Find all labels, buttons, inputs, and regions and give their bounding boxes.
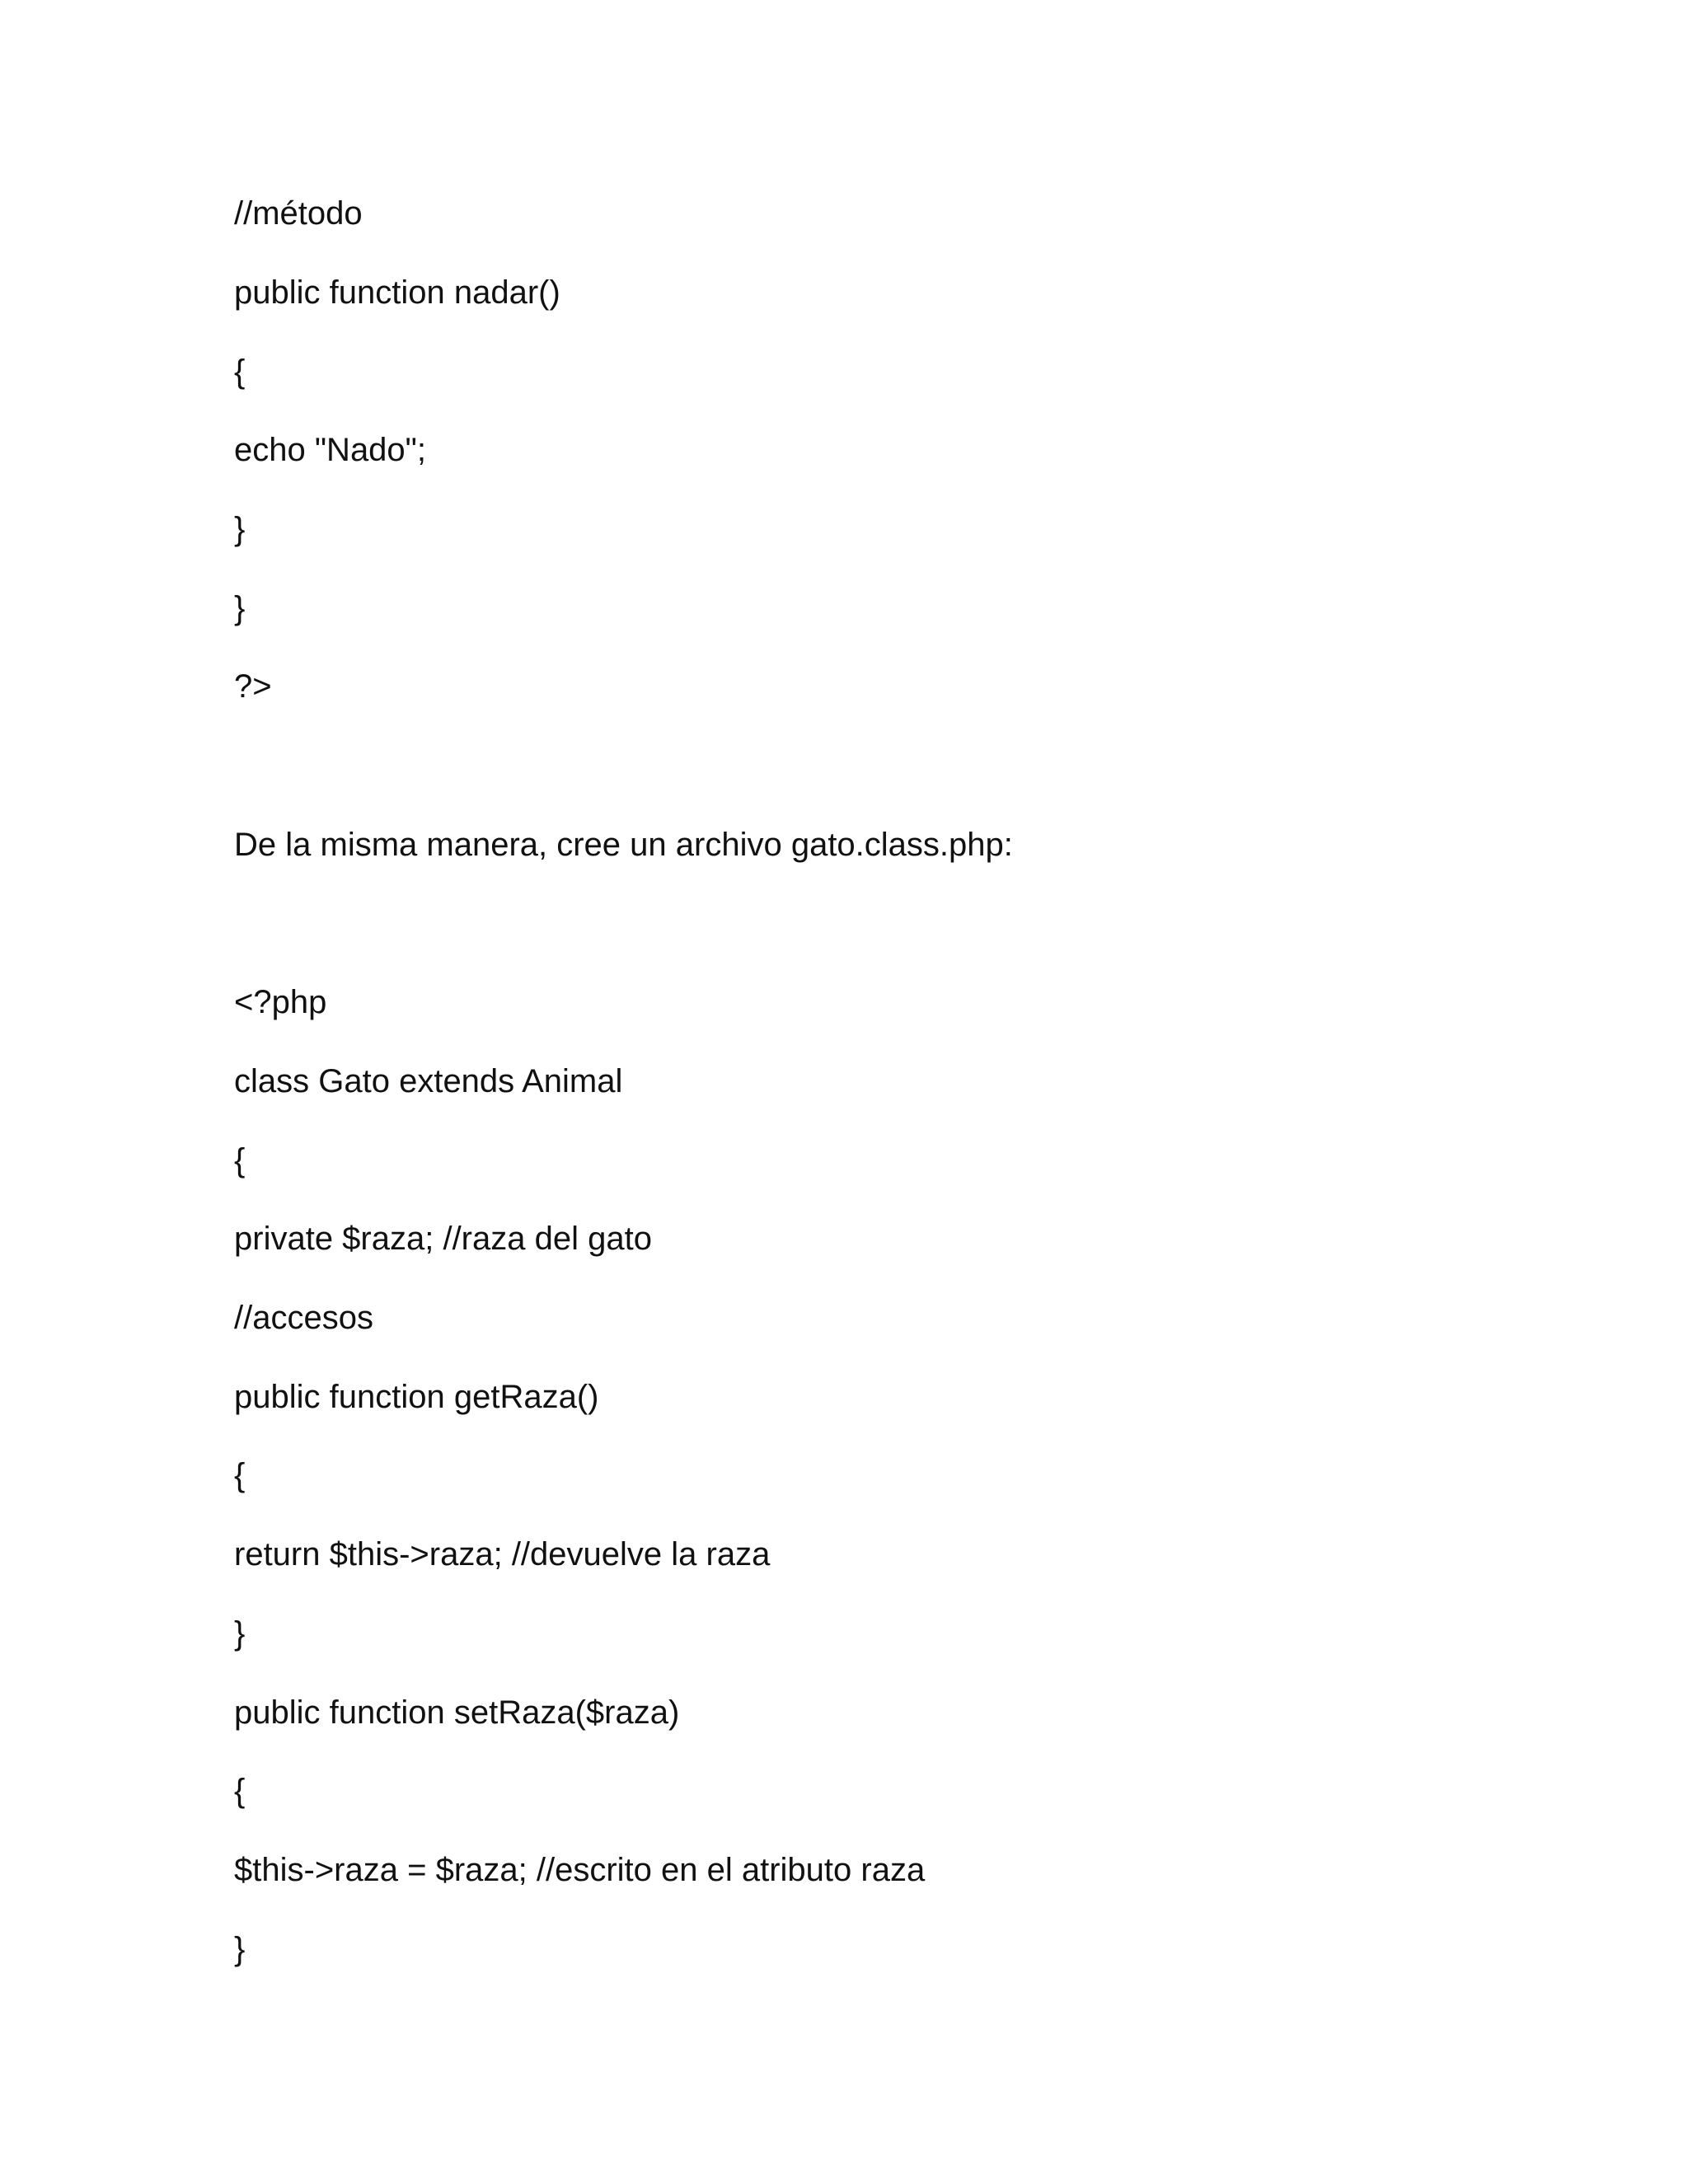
code-line: { [234,1773,246,1809]
code-line: //accesos [234,1300,373,1336]
code-line: } [234,511,246,547]
code-line: class Gato extends Animal [234,1063,623,1099]
code-line: //método [234,195,363,232]
code-line: { [234,354,246,390]
code-line: } [234,1931,246,1967]
code-line: <?php [234,984,327,1020]
code-line: { [234,1457,246,1493]
code-line: ?> [234,668,272,705]
code-line: public function getRaza() [234,1379,599,1415]
code-line: $this->raza = $raza; //escrito en el atributo raza [234,1852,926,1888]
code-line: private $raza; //raza del gato [234,1221,652,1257]
code-line: return $this->raza; //devuelve la raza [234,1536,771,1572]
code-line: echo "Nado"; [234,432,426,468]
code-line: } [234,590,246,626]
code-line: public function nadar() [234,274,560,311]
code-line: public function setRaza($raza) [234,1694,680,1731]
code-line: { [234,1142,246,1179]
code-line: } [234,1615,246,1652]
body-paragraph: De la misma manera, cree un archivo gato.class.php: [234,827,1013,863]
